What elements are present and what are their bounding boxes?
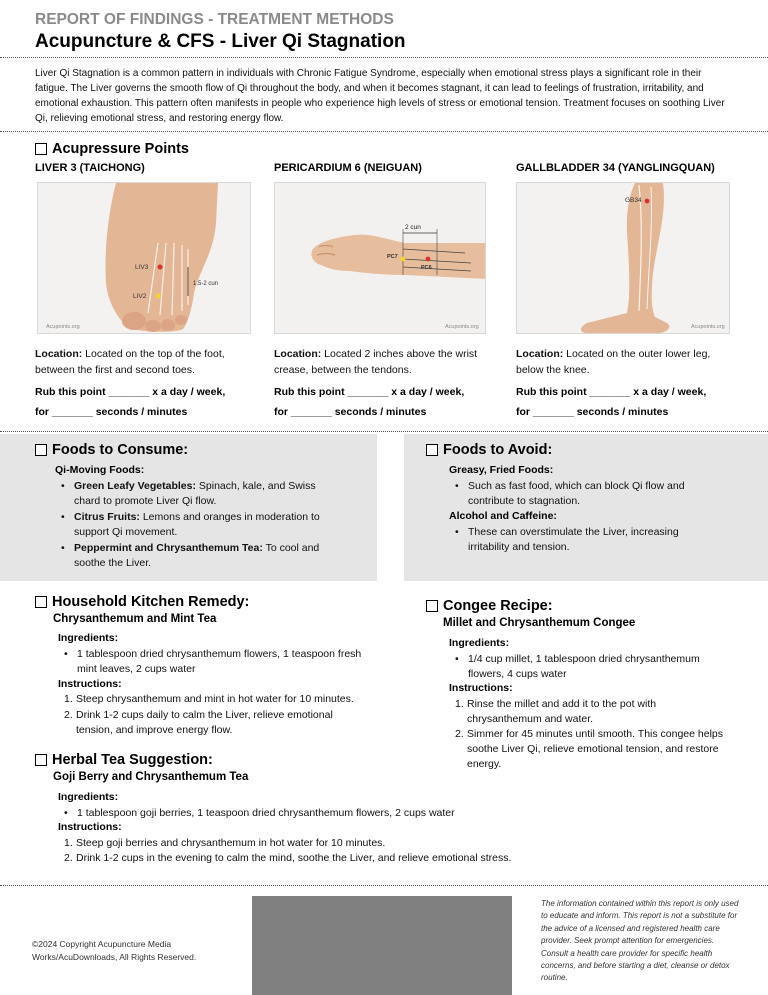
watermark: Acupoints.org [445, 324, 479, 330]
cun-label: 2 cun [405, 224, 421, 231]
list-item: • 1 tablespoon dried chrysanthemum flowers, 1 teaspoon fresh mint leaves, 2 cups water [59, 647, 389, 677]
wrist-illustration [274, 182, 486, 334]
rub-frequency-pericardium6: Rub this point _______ x a day / week, [274, 386, 465, 398]
watermark: Acupoints.org [46, 324, 80, 330]
instructions-label: Instructions: [58, 821, 122, 833]
divider [0, 885, 768, 886]
list-item: • 1/4 cup millet, 1 tablespoon dried chrysanthemum flowers, 4 cups water [450, 652, 750, 682]
gb34-point-marker [645, 199, 650, 204]
ingredients-label: Ingredients: [58, 632, 119, 644]
congee-subtitle: Millet and Chrysanthemum Congee [443, 617, 636, 629]
list-item: • Citrus Fruits: Lemons and oranges in moderation to support Qi movement. [56, 510, 356, 540]
report-kicker: REPORT OF FINDINGS - TREATMENT METHODS [35, 11, 394, 28]
rub-duration-gallbladder34: for _______ seconds / minutes [516, 406, 669, 418]
rub-frequency-gallbladder34: Rub this point _______ x a day / week, [516, 386, 707, 398]
pc6-point-marker [426, 257, 431, 262]
ingredients-label: Ingredients: [58, 791, 119, 803]
liv3-label: LIV3 [135, 264, 149, 271]
liv3-point-marker [158, 265, 163, 270]
disclaimer-text: The information contained within this report is only used to educate and inform. This report is not a substitute for the advice of a licensed and registered health care provider. Seek prompt attention for emergencies. Consult a health care provider for specific health concerns, and before starting a diet, cleanse or detox routine. [541, 899, 739, 983]
list-item: • 1 tablespoon goji berries, 1 teaspoon dried chrysanthemum flowers, 2 cups water [59, 806, 699, 821]
liv2-label: LIV2 [133, 293, 147, 300]
ingredients-label: Ingredients: [449, 637, 510, 649]
foods-avoid-subheading: Greasy, Fried Foods: [449, 464, 554, 476]
divider [0, 57, 768, 58]
list-item: • Peppermint and Chrysanthemum Tea: To cool and soothe the Liver. [56, 541, 356, 571]
point-title-gallbladder34: GALLBLADDER 34 (YANGLINGQUAN) [516, 162, 715, 174]
kitchen-remedy-heading: Household Kitchen Remedy: [35, 594, 249, 610]
list-item: • Green Leafy Vegetables: Spinach, kale, and Swiss chard to promote Liver Qi flow. [56, 479, 356, 509]
list-item: • Such as fast food, which can block Qi flow and contribute to stagnation. [450, 479, 740, 509]
foods-consume-subheading: Qi-Moving Foods: [55, 464, 145, 476]
rub-duration-pericardium6: for _______ seconds / minutes [274, 406, 427, 418]
divider [0, 431, 768, 432]
foods-consume-heading: Foods to Consume: [35, 442, 188, 458]
pc6-label: PC6 [421, 265, 432, 271]
copyright-text: ©2024 Copyright Acupuncture Media Works/AcuDownloads, All Rights Reserved. [32, 939, 197, 962]
intro-paragraph: Liver Qi Stagnation is a common pattern in individuals with Chronic Fatigue Syndrome, especially when emotional stress plays a significant role in their fatigue. The Liver governs the smooth flow of Qi throughout the body, and when it becomes stagnant, it can lead to feelings of frustration, irritability, and emotional exhaustion. This pattern often manifests in people who experience high levels of stress or emotional tension. Treatment focuses on soothing Liver Qi, relieving emotional stress, and restoring energy flow. [35, 68, 725, 124]
congee-heading: Congee Recipe: [426, 598, 553, 614]
point-title-liver3: LIVER 3 (TAICHONG) [35, 162, 145, 174]
instructions-label: Instructions: [449, 682, 513, 694]
herbal-tea-subtitle: Goji Berry and Chrysanthemum Tea [53, 771, 249, 783]
checkbox[interactable] [426, 444, 438, 456]
list-item: 2. Drink 1-2 cups in the evening to calm the mind, soothe the Liver, and relieve emotional stress. [64, 852, 512, 864]
location-text-gallbladder34: Location: Located on the outer lower leg, below the knee. [516, 348, 711, 376]
checkbox[interactable] [35, 754, 47, 766]
foot-illustration [37, 182, 251, 334]
page-title: Acupuncture & CFS - Liver Qi Stagnation [35, 31, 406, 52]
rub-frequency-liver3: Rub this point _______ x a day / week, [35, 386, 226, 398]
list-item: 1. Steep goji berries and chrysanthemum in hot water for 10 minutes. [64, 837, 386, 849]
footer-placeholder-box [252, 896, 512, 995]
point-title-pericardium6: PERICARDIUM 6 (NEIGUAN) [274, 162, 422, 174]
pc7-point-marker [401, 257, 406, 262]
foods-avoid-heading: Foods to Avoid: [426, 442, 552, 458]
pc7-label: PC7 [387, 254, 398, 260]
foods-avoid-subheading: Alcohol and Caffeine: [449, 510, 557, 522]
cun-label: 1.5-2 cun [193, 281, 219, 287]
checkbox[interactable] [35, 143, 47, 155]
divider [0, 131, 768, 132]
location-text-pericardium6: Location: Located 2 inches above the wrist crease, between the tendons. [274, 348, 478, 376]
list-item: 2. Drink 1-2 cups daily to calm the Liver, relieve emotional tension, and improve energy flow. [64, 709, 333, 736]
watermark: Acupoints.org [691, 324, 725, 330]
gb34-label: GB34 [625, 197, 642, 204]
liv2-point-marker [156, 294, 161, 299]
list-item: • These can overstimulate the Liver, increasing irritability and tension. [450, 525, 740, 555]
rub-duration-liver3: for _______ seconds / minutes [35, 406, 188, 418]
list-item: 2. Simmer for 45 minutes until smooth. This congee helps soothe Liver Qi, relieve emotional tension, and restore energy. [455, 728, 724, 770]
leg-illustration [516, 182, 730, 334]
kitchen-remedy-subtitle: Chrysanthemum and Mint Tea [53, 613, 217, 625]
herbal-tea-heading: Herbal Tea Suggestion: [35, 752, 213, 768]
list-item: 1. Rinse the millet and add it to the pot with chrysanthemum and water. [455, 698, 657, 725]
instructions-label: Instructions: [58, 678, 122, 690]
checkbox[interactable] [35, 444, 47, 456]
acupressure-heading: Acupressure Points [35, 141, 189, 157]
location-text-liver3: Location: Located on the top of the foot, between the first and second toes. [35, 348, 225, 376]
checkbox[interactable] [426, 600, 438, 612]
list-item: 1. Steep chrysanthemum and mint in hot water for 10 minutes. [64, 693, 354, 705]
checkbox[interactable] [35, 596, 47, 608]
